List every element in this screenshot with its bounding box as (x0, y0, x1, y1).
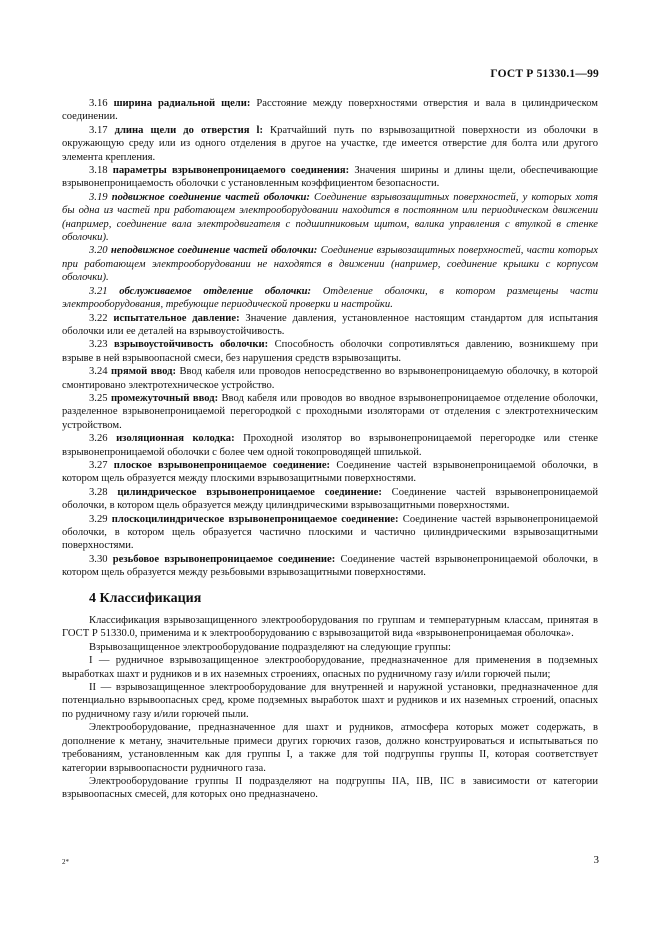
definition-term: плоскоцилиндрическое взрывонепроницаемое соединение: (111, 513, 399, 525)
definition-term: резьбовое взрывонепроницаемое соединение: (112, 553, 336, 565)
definition-3-23: 3.23 взрывоустойчивость оболочки: Способность оболочки сопротивляться давлению, возникшему при взрыве в ней взрывоопасной смеси, без нарушения средств взрывозащиты. (62, 339, 598, 364)
definition-3-22: 3.22 испытательное давление: Значение давления, установленное настоящим стандартом для испытания оболочки или ее деталей на взрывоустойчивость. (62, 312, 598, 337)
definition-term: испытательное давление: (113, 312, 240, 324)
definition-3-25: 3.25 промежуточный ввод: Ввод кабеля или проводов во вводное взрывонепроницаемое отделение оболочки, разделенное взрывонепроницаемой перегородкой с проходными изоляторами от отделения с электротехническим устройством. (62, 392, 598, 431)
definition-3-20: 3.20 неподвижное соединение частей оболочки: Соединение взрывозащитных поверхностей, части которых при работающем электрооборудовании не находятся в движении (например, соединение крышки с корпусом оболочки). (62, 245, 598, 284)
definition-term: прямой ввод: (111, 366, 176, 378)
definition-3-19: 3.19 подвижное соединение частей оболочки: Соединение взрывозащитных поверхностей, у которых хотя бы одна из частей при работающем электрооборудовании находится в постоянном или периодическом движении (например, соединение вала электродвигателя с подшипниковым щитом, валика управления с втулкой в стенке оболочки). (62, 191, 598, 244)
definition-3-29: 3.29 плоскоцилиндрическое взрывонепроницаемое соединение: Соединение частей взрывонепроницаемой оболочки, в котором щель образуется частично плоскими и частично цилиндрическими взрывозащитными поверхностями. (62, 513, 598, 552)
definition-term: плоское взрывонепроницаемое соединение: (113, 459, 331, 471)
definition-3-17: 3.17 длина щели до отверстия l: Кратчайший путь по взрывозащитной поверхности из оболочки в окружающую среду или из одного отделения в другое на участке, где имеется отверстие для болта или другого элемента крепления. (62, 124, 598, 163)
document-body (62, 97, 598, 802)
definition-term: параметры взрывонепроницаемого соединения: (112, 165, 350, 177)
definition-term: ширина радиальной щели: (113, 98, 251, 109)
body-paragraph: Электрооборудование группы II подразделяют на подгруппы IIA, IIB, IIC в зависимости от категории взрывоопасных смесей, для которых оно предназначено. (62, 775, 598, 801)
definition-3-27: 3.27 плоское взрывонепроницаемое соединение: Соединение частей взрывонепроницаемой оболочки, в котором щель образуется между плоскими взрывозащитными поверхностями. (62, 459, 598, 485)
definition-3-30: 3.30 резьбовое взрывонепроницаемое соединение: Соединение частей взрывонепроницаемой оболочки, в котором щель образуется между резьбовыми взрывозащитными поверхностями. (62, 553, 598, 579)
definition-term: длина щели до отверстия l: (114, 124, 263, 136)
body-paragraph: I — рудничное взрывозащищенное электрооборудование, предназначенное для применения в подземных выработках шахт и рудников и в их наземных строениях, опасных по рудничному газу и/или горючей пыли; (62, 655, 598, 680)
definition-term: неподвижное соединение частей оболочки: (110, 245, 318, 257)
footer-mark: 2* (62, 858, 69, 866)
definition-3-24: 3.24 прямой ввод: Ввод кабеля или проводов непосредственно во взрывонепроницаемую оболочку, в которой смонтировано электротехническое устройство. (62, 366, 598, 391)
definition-term: подвижное соединение частей оболочки: (111, 191, 310, 203)
definition-term: промежуточный ввод: (110, 392, 219, 404)
definition-3-16: 3.16 ширина радиальной щели: Расстояние между поверхностями отверстия и вала в цилиндрическом соединении. (62, 98, 598, 123)
definition-term: взрывоустойчивость оболочки: (114, 339, 269, 351)
body-paragraph: Электрооборудование, предназначенное для шахт и рудников, атмосфера которых может содержать, в дополнение к метану, значительные примеси других горючих газов, должно конструироваться и испытываться по требованиям, установленным как для группы I, а также для той подгруппы группы II, которая соответствует категории взрывоопасности рудничного газа. (62, 722, 598, 774)
body-paragraph: II — взрывозащищенное электрооборудование для внутренней и наружной установки, предназначенное для потенциально взрывоопасных сред, кроме подземных выработок шахт и рудников и их наземных строений, опасных по рудничному газу и/или горючей пыли. (62, 682, 598, 720)
definition-term: обслуживаемое отделение оболочки: (119, 285, 312, 297)
page-number: 3 (593, 854, 599, 866)
body-paragraph: Классификация взрывозащищенного электрооборудования по группам и температурным классам, принятая в ГОСТ Р 51330.0, применима и к электрооборудованию с взрывозащитой вида «взрывонепроницаемая оболочка». (62, 615, 598, 640)
definition-3-18: 3.18 параметры взрывонепроницаемого соединения: Значения ширины и длины щели, обеспечивающие взрывонепроницаемость оболочки с установленным коэффициентом безопасности. (62, 165, 598, 190)
definition-3-26: 3.26 изоляционная колодка: Проходной изолятор во взрывонепроницаемой перегородке или стенке взрывонепроницаемой оболочки с более чем одной токопроводящей шпилькой. (62, 433, 598, 458)
section-heading: 4 Классификация (89, 590, 202, 606)
definition-3-21: 3.21 обслуживаемое отделение оболочки: Отделение оболочки, в котором размещены части электрооборудования, требующие периодической проверки и настройки. (62, 285, 598, 311)
document-code: ГОСТ Р 51330.1—99 (490, 68, 599, 80)
definition-term: цилиндрическое взрывонепроницаемое соединение: (117, 486, 382, 498)
definition-term: изоляционная колодка: (116, 433, 235, 445)
definition-3-28: 3.28 цилиндрическое взрывонепроницаемое соединение: Соединение частей взрывонепроницаемой оболочки, в котором щель образуется между цилиндрическими взрывозащитными поверхностями. (62, 486, 598, 512)
body-paragraph: Взрывозащищенное электрооборудование подразделяют на следующие группы: (89, 641, 451, 653)
